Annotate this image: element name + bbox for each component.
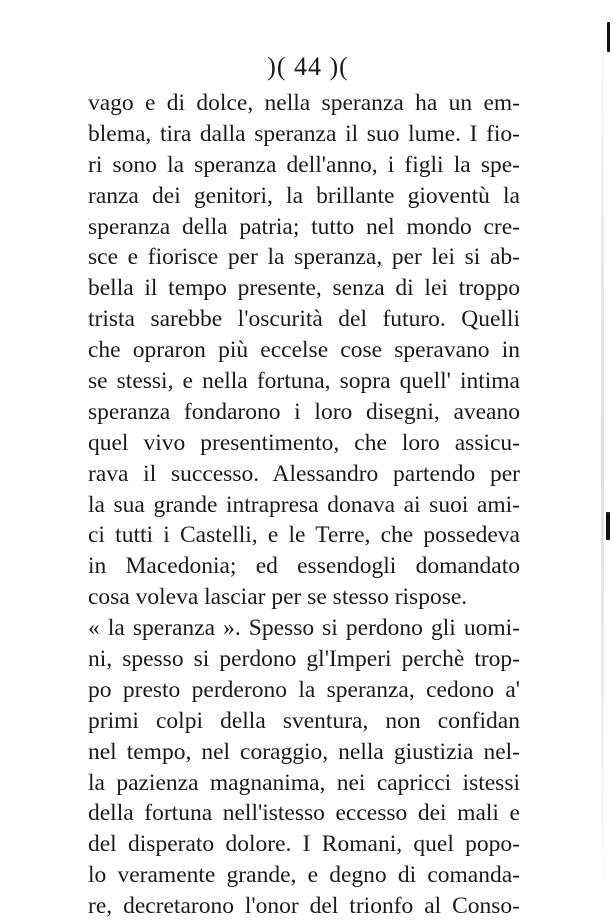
text-line-23: la pazienza magnanima, nei capricci istessi	[88, 769, 520, 796]
text-line-11: speranza fondarono i loro disegni, aveano	[88, 398, 520, 425]
text-line-14: la sua grande intrapresa donava ai suoi ami-	[88, 491, 520, 518]
text-line-20: po presto perderono la speranza, cedono a'	[88, 676, 520, 703]
text-line-16: in Macedonia; ed essendogli domandato	[88, 553, 520, 580]
scan-mark-top	[607, 22, 610, 52]
text-line-24: della fortuna nell'istesso eccesso dei mali e	[88, 800, 520, 827]
text-line-4: ranza dei genitori, la brillante gioventù la	[88, 182, 520, 209]
text-line-19: ni, spesso si perdono gl'Imperi perchè trop-	[88, 646, 520, 673]
page-number-header: )( 44 )(	[267, 52, 349, 81]
text-line-17: cosa voleva lasciar per se stesso rispose.	[88, 584, 468, 611]
text-line-25: del disperato dolore. I Romani, quel popo-	[88, 831, 520, 858]
text-line-3: ri sono la speranza dell'anno, i figli la spe-	[88, 151, 520, 178]
text-line-10: se stessi, e nella fortuna, sopra quell' intima	[88, 368, 520, 395]
text-line-13: rava il successo. Alessandro partendo per	[88, 460, 520, 487]
text-line-15: ci tutti i Castelli, e le Terre, che possedeva	[88, 522, 520, 549]
text-line-22: nel tempo, nel coraggio, nella giustizia nel-	[88, 738, 520, 765]
text-line-26: lo veramente grande, e degno di comanda-	[88, 862, 520, 889]
text-line-9: che opraron più eccelse cose speravano in	[88, 337, 520, 364]
text-line-8: trista sarebbe l'oscurità del futuro. Quelli	[88, 306, 520, 333]
text-line-1: vago e di dolce, nella speranza ha un em-	[88, 90, 520, 116]
text-line-21: primi colpi della sventura, non confidan	[88, 707, 520, 734]
text-line-27: re, decretarono l'onor del trionfo al Conso-	[88, 893, 520, 920]
text-line-2: blema, tira dalla speranza il suo lume. I fio-	[88, 120, 520, 147]
text-line-7: bella il tempo presente, senza di lei troppo	[88, 275, 520, 302]
text-line-18: « la speranza ». Spesso si perdono gli uomi-	[88, 615, 520, 642]
scan-mark-middle	[606, 512, 610, 540]
scan-shadow-edge	[601, 0, 604, 900]
text-line-12: quel vivo presentimento, che loro assicu-	[88, 429, 520, 456]
page-body-text	[88, 88, 520, 922]
text-line-5: speranza della patria; tutto nel mondo cre-	[88, 213, 520, 240]
text-line-6: sce e fiorisce per la speranza, per lei si ab-	[88, 244, 520, 271]
